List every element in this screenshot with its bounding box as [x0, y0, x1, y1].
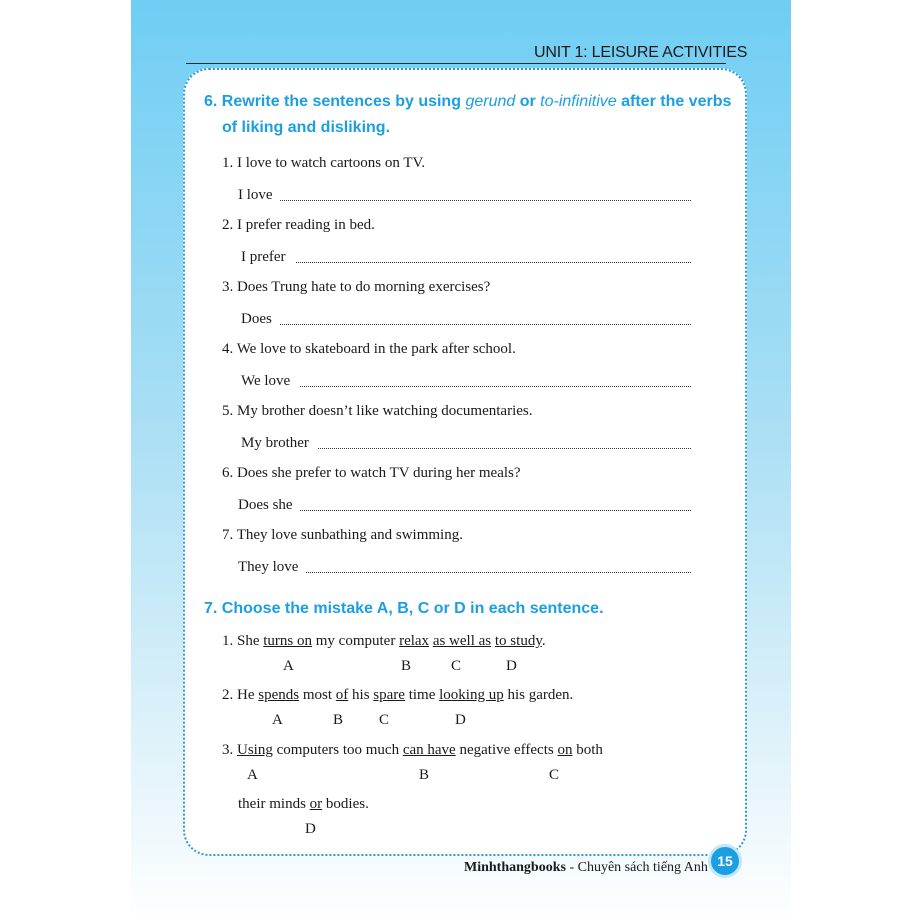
option-a-text: turns on	[263, 633, 312, 649]
option-b-text: relax	[399, 633, 430, 649]
option-d-text: or	[309, 796, 323, 812]
ex6-sentence-2: 2. I prefer reading in bed.	[222, 217, 375, 233]
unit-title: UNIT 1: LEISURE ACTIVITIES	[534, 44, 748, 61]
ex6-sentence-7: 7. They love sunbathing and swimming.	[222, 527, 463, 543]
header-rule	[186, 63, 726, 64]
footer-tagline: Chuyên sách tiếng Anh	[577, 860, 708, 875]
ex6-prompt-1: I love	[238, 187, 273, 203]
answer-line-1[interactable]	[280, 186, 691, 201]
option-b-text: can have	[402, 742, 456, 758]
ex6-title-part: after the verbs	[621, 93, 732, 110]
ex6-prompt-4: We love	[241, 373, 291, 389]
answer-line-4[interactable]	[300, 372, 691, 387]
text-part: negative effects	[455, 742, 558, 758]
ex7-question-3-cont	[238, 795, 369, 813]
q2-option-c[interactable]: C	[379, 712, 390, 728]
ex6-prompt-2: I prefer	[241, 249, 286, 265]
footer	[464, 860, 708, 876]
text-part: .	[541, 633, 546, 649]
q2-option-a[interactable]: A	[272, 712, 283, 728]
page-number-badge: 15	[708, 844, 742, 878]
ex6-heading-line2: of liking and disliking.	[222, 119, 391, 136]
q1-option-a[interactable]: A	[283, 658, 294, 674]
answer-line-2[interactable]	[296, 248, 691, 263]
ex6-title-or: or	[519, 93, 536, 110]
option-c-text: spare	[373, 687, 405, 703]
ex6-sentence-4: 4. We love to skateboard in the park after school.	[222, 341, 516, 357]
ex6-heading	[204, 89, 744, 115]
text-part: time	[404, 687, 440, 703]
q3-option-a[interactable]: A	[247, 767, 258, 783]
answer-line-3[interactable]	[280, 310, 691, 325]
ex6-title-part: Rewrite the sentences by using	[221, 93, 461, 110]
text-part: computers too much	[272, 742, 403, 758]
ex6-sentence-3: 3. Does Trung hate to do morning exercises?	[222, 279, 491, 295]
option-c-text: on	[557, 742, 573, 758]
q1-option-b[interactable]: B	[401, 658, 412, 674]
text-part: bodies.	[322, 796, 369, 812]
ex6-prompt-3: Does	[241, 311, 272, 327]
ex7-heading: 7. Choose the mistake A, B, C or D in each sentence.	[204, 600, 604, 617]
text-part: their minds	[238, 796, 310, 812]
q3-option-b[interactable]: B	[419, 767, 430, 783]
ex6-number: 6.	[204, 93, 218, 110]
ex6-sentence-1: 1. I love to watch cartoons on TV.	[222, 155, 426, 171]
text-part: my computer	[312, 633, 400, 649]
option-c-text: as well as	[432, 633, 492, 649]
q3-option-d[interactable]: D	[305, 821, 316, 837]
ex6-title-infinitive: to-infinitive	[540, 93, 617, 110]
ex6-prompt-6: Does she	[238, 497, 293, 513]
footer-separator: -	[565, 860, 578, 875]
option-b-text: of	[335, 687, 349, 703]
text-part: both	[572, 742, 603, 758]
ex7-question-3	[222, 741, 603, 759]
text-part: his garden.	[503, 687, 574, 703]
q3-option-c[interactable]: C	[549, 767, 560, 783]
ex6-prompt-7: They love	[238, 559, 299, 575]
text-part: 1. She	[222, 633, 264, 649]
option-d-text: looking up	[439, 687, 504, 703]
q2-option-b[interactable]: B	[333, 712, 344, 728]
answer-line-5[interactable]	[318, 434, 691, 449]
q1-option-d[interactable]: D	[506, 658, 517, 674]
ex6-prompt-5: My brother	[241, 435, 309, 451]
answer-line-7[interactable]	[306, 558, 691, 573]
text-part: 3.	[222, 742, 237, 758]
text-part: his	[348, 687, 374, 703]
option-a-text: Using	[237, 742, 273, 758]
option-a-text: spends	[258, 687, 300, 703]
answer-line-6[interactable]	[300, 496, 691, 511]
ex7-question-2	[222, 686, 573, 704]
ex7-question-1	[222, 632, 546, 650]
text-part: most	[299, 687, 336, 703]
footer-brand: Minhthangbooks	[464, 860, 566, 875]
q2-option-d[interactable]: D	[455, 712, 466, 728]
ex6-title-gerund: gerund	[465, 93, 516, 110]
option-d-text: to study	[494, 633, 542, 649]
text-part: 2. He	[222, 687, 259, 703]
q1-option-c[interactable]: C	[451, 658, 462, 674]
ex6-sentence-6: 6. Does she prefer to watch TV during her meals?	[222, 465, 521, 481]
ex6-sentence-5: 5. My brother doesn’t like watching documentaries.	[222, 403, 533, 419]
